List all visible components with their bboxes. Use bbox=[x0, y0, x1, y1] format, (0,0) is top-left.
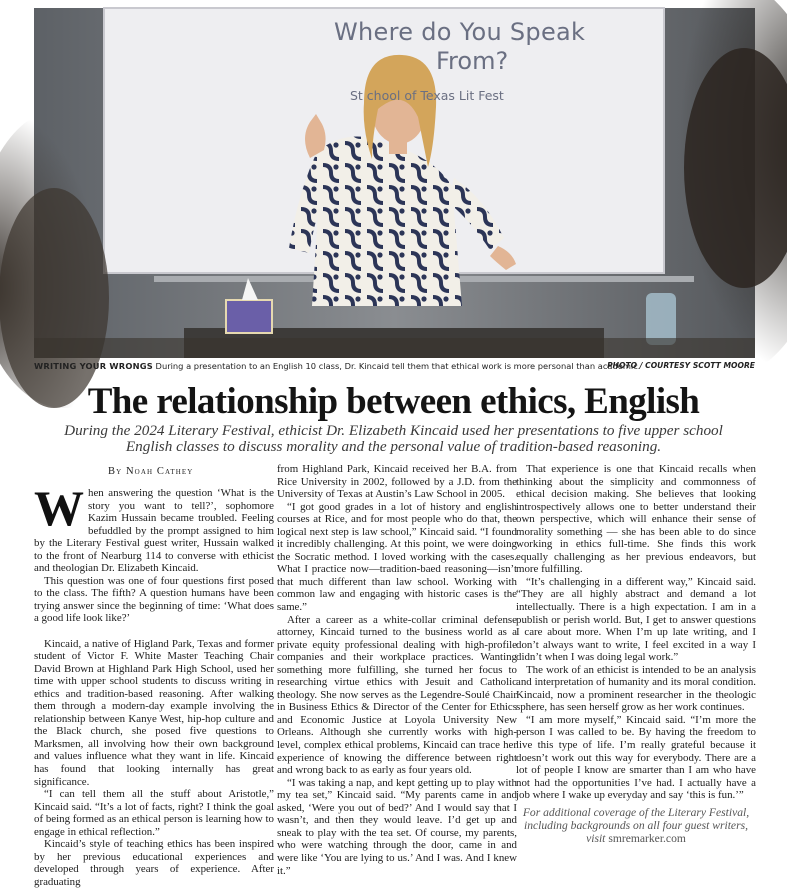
website-link[interactable]: smremarker.com bbox=[608, 832, 686, 845]
byline: By Noah Cathey bbox=[108, 466, 194, 477]
paragraph: The work of an ethicist is intended to be an analysis and interpretation of humanity and its moral condition. Kincaid, now a prominent researcher in the theologic sphere, has seen herself grow as her work continues. bbox=[516, 663, 756, 714]
headline: The relationship between ethics, English bbox=[87, 381, 700, 422]
coverage-note-text: For additional coverage of the Literary Festival, including backgrounds on all four guest writers, visit bbox=[522, 806, 750, 845]
additional-coverage-note bbox=[516, 806, 756, 845]
paragraph: Kincaid’s style of teaching ethics has been inspired by her previous educational experiences and developed through years of experience. After graduating bbox=[34, 838, 274, 888]
article-column-1 bbox=[34, 480, 274, 888]
paragraph: Kincaid, a native of Higland Park, Texas and former student of Victor F. White Master Teaching Chair David Brown at Highland Park High School, used her time with upper school students to discuss writing in ethics and tradition-based reasoning. After walking them through a modern-day example involving the relationship between Kanye West, hip-hop culture and the Black church, she posed five questions to Marksmen, all involving how their own background and values influence what they want in life. Kincaid has found that looking internally has great significance. bbox=[34, 637, 274, 788]
photo-credit: PHOTO / COURTESY SCOTT MOORE bbox=[607, 361, 755, 370]
slide-title-line2: From? bbox=[436, 47, 509, 75]
caption-kicker: WRITING YOUR WRONGS bbox=[34, 361, 153, 371]
dek: During the 2024 Literary Festival, ethicist Dr. Elizabeth Kincaid used her presentations to five upper school English classes to discuss morality and the personal value of tradition-based reasoning. bbox=[64, 422, 723, 455]
paragraph: After a career as a white-collar criminal defense attorney, Kincaid turned to the business world as a private equity professional dealing with high-profile companies and their workplace practices. Wanting something more fulfilling, she turned her focus to researching virtue ethics with Jesuit and Catholic theology. She now serves as the Legendre-Soulé Chair in Business Ethics & Director of the Center for Ethics and Economic Justice at Loyola University New Orleans. Although she currently works with high-level, complex ethical problems, Kincaid can trace her experience of knowing the difference between right and wrong back to as early as four years old. bbox=[277, 613, 517, 777]
article-column-2 bbox=[277, 463, 517, 877]
paragraph: This question was one of four questions first posed to the class. The fifth? A question humans have been trying answer since the beginning of time: ‘What does a good life look like?’ bbox=[34, 574, 274, 625]
paragraph: “It’s challenging in a different way,” Kincaid said. “They are all highly abstract and demand a lot intellectually. There is a high expectation. I am in a publish or perish world. But, I get to answer questions I care about more. When I’m up late writing, and I don’t always want to write, I feel excited in a way I didn’t when I was doing legal work.” bbox=[516, 575, 756, 664]
paragraph: “I can tell them all the stuff about Aristotle,” Kincaid said. “It’s a lot of facts, right? I think the goal of being formed as an ethical person is learning how to engage in ethical reflection.” bbox=[34, 788, 274, 838]
paragraph: That experience is one that Kincaid recalls when thinking about the simplicity and commonness of ethical decision making. She believes that looking introspectively allows one to better understand their own perspective, which will enhance their sense of morality something — she has been able to do since working in ethics full-time. She finds this work equally challenging as her previous endeavors, but more fulfilling. bbox=[516, 463, 756, 576]
article-column-3 bbox=[516, 463, 756, 802]
paragraph: “I am more myself,” Kincaid said. “I’m more the person I was called to be. By having the freedom to live this type of life. I’m really grateful because it doesn’t work out this way for everybody. There are a lot of people I know are smarter than I am who have not had the opportunities I’ve had. I actually have a job where I wake up everyday and say ‘this is fun.’” bbox=[516, 713, 756, 802]
paragraph-gap bbox=[34, 625, 274, 638]
photo-caption bbox=[34, 361, 755, 375]
paragraph: “I got good grades in a lot of history and english courses at Rice, and for most people who do that, the logical next step is law school,” Kincaid said. “I found it incredibly challenging. At this point, we were doing the Socratic method. I loved working with the cases. What I practice now—tradition-baed reasoning—isn’t that much different than law school. Working with common law and engaging with historic cases is the same.” bbox=[277, 500, 517, 614]
paragraph: from Highland Park, Kincaid received her B.A. from Rice University in 2002, followed by a J.D. from the University of Texas at Austin’s Law School in 2005. bbox=[277, 463, 517, 501]
paragraph: “I was taking a nap, and kept getting up to play with my tea set,” Kincaid said. “My parents came in and asked, ‘Were you out of bed?’ And I would say that I wasn’t, and then they would leave. I’d get up and sneak to play with the tea set. Of course, my parents, who were watching through the door, came in and were like ‘You are lying to us.’ And I was. And I knew it.” bbox=[277, 776, 517, 877]
slide-subtitle: St chool of Texas Lit Fest bbox=[350, 88, 504, 103]
feature-photo bbox=[34, 8, 755, 358]
caption-text: During a presentation to an English 10 class, Dr. Kincaid tell them that ethical work is more personal than academic. bbox=[152, 361, 641, 371]
drop-cap: W bbox=[34, 480, 84, 536]
paragraph: hen answering the question ‘What is the story you want to tell?’, sophomore Kazim Hussain became troubled. Feeling befuddled by the prompt assigned to him by the Literary Festival guest writer, Hussain walked to the front of Nearburg 114 to converse with ethicist and theologian Dr. Elizabeth Kincaid. bbox=[34, 487, 274, 575]
projected-slide bbox=[34, 8, 755, 358]
slide-title-line1: Where do You Speak bbox=[334, 18, 586, 46]
